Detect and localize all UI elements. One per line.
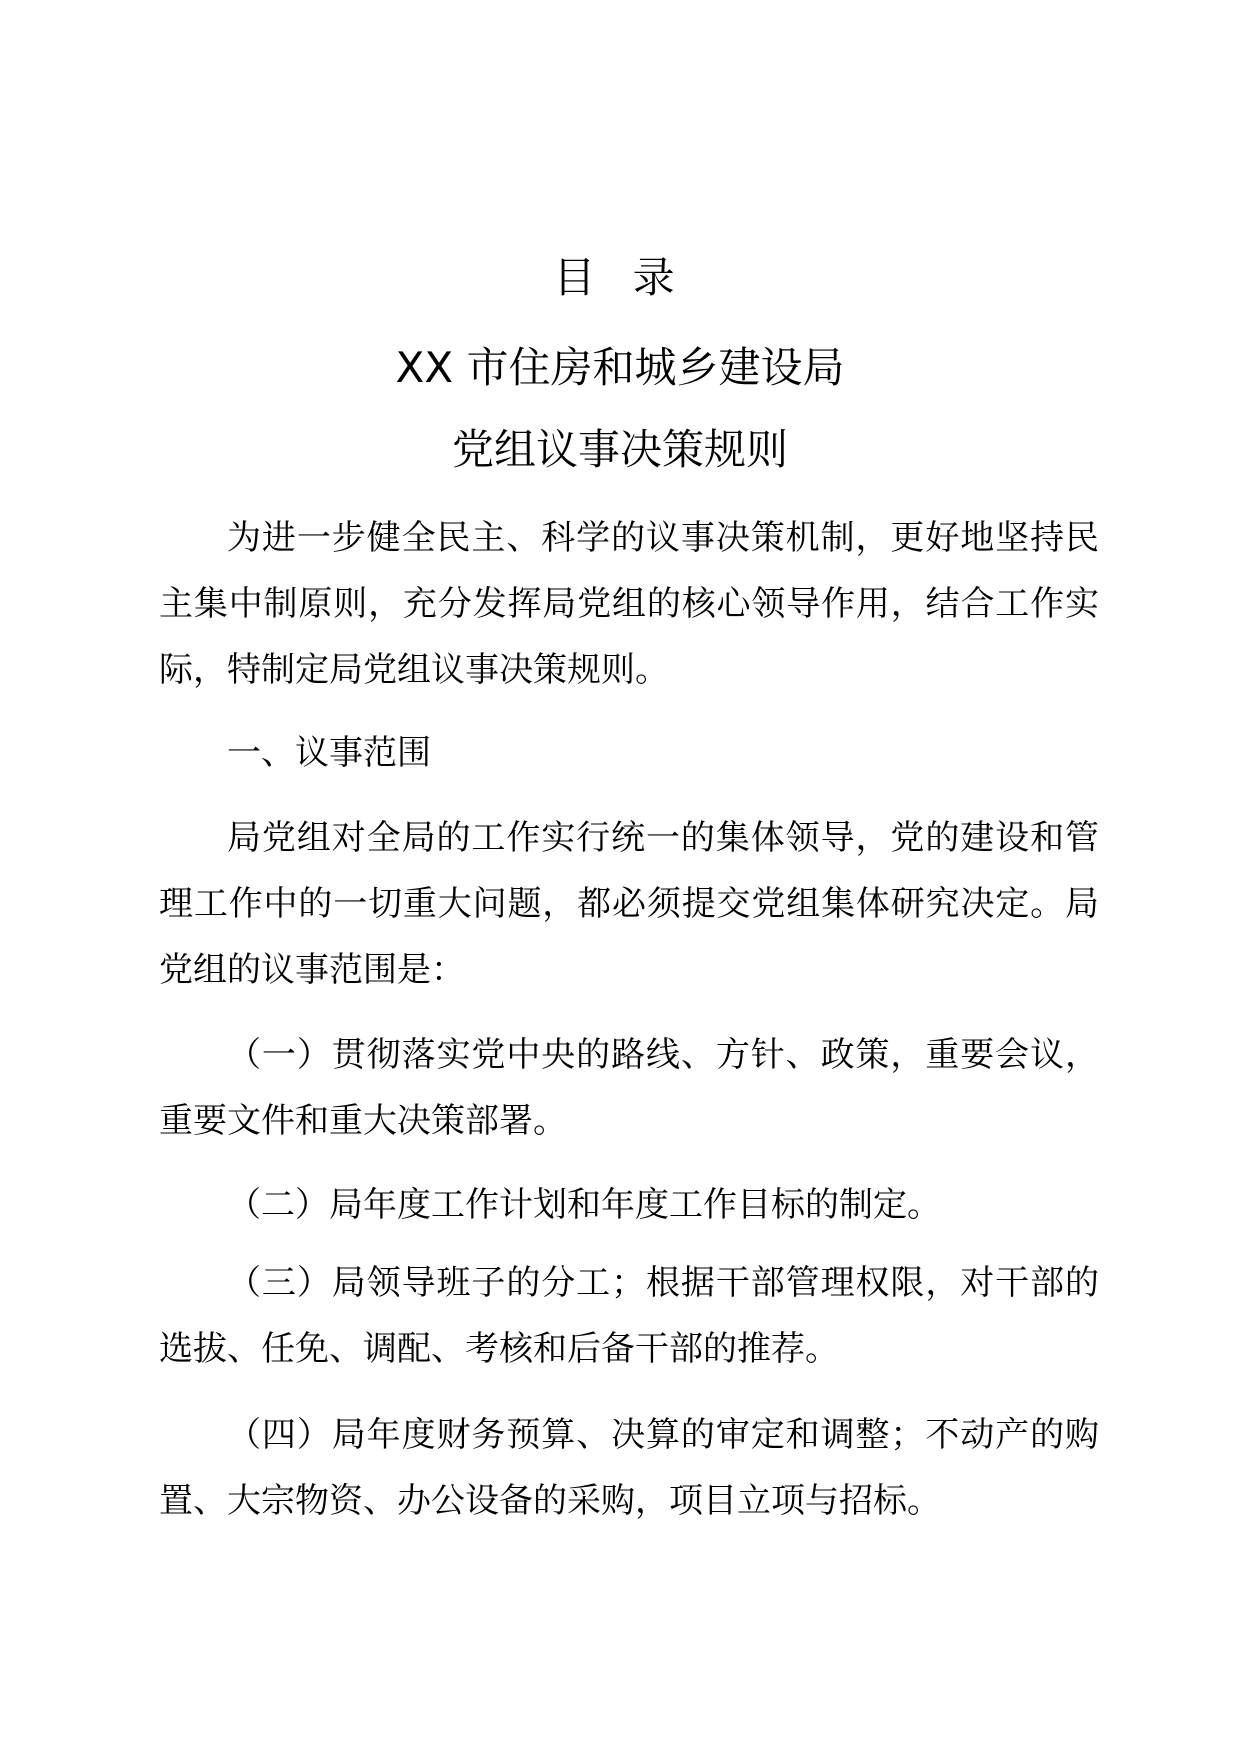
- list-item: （三）局领导班子的分工；根据干部管理权限，对干部的选拔、任免、调配、考核和后备干部的推荐。: [159, 1263, 1099, 1369]
- section-heading: 一、议事范围: [227, 733, 431, 773]
- document-title-rules: 党组议事决策规则: [451, 425, 788, 474]
- toc-title: 目 录: [553, 253, 687, 302]
- intro-paragraph: 为进一步健全民主、科学的议事决策机制，更好地坚持民主集中制原则，充分发挥局党组的核心领导作用，结合工作实际，特制定局党组议事决策规则。: [159, 518, 1099, 690]
- section-body-paragraph: 局党组对全局的工作实行统一的集体领导，党的建设和管理工作中的一切重大问题，都必须提交党组集体研究决定。局党组的议事范围是：: [159, 818, 1099, 990]
- document-title-org: XX 市住房和城乡建设局: [395, 343, 845, 392]
- list-item: （二）局年度工作计划和年度工作目标的制定。: [227, 1185, 941, 1225]
- list-item: （一）贯彻落实党中央的路线、方针、政策，重要会议，重要文件和重大决策部署。: [159, 1035, 1099, 1141]
- list-item: （四）局年度财务预算、决算的审定和调整；不动产的购置、大宗物资、办公设备的采购，项目立项与招标。: [159, 1415, 1099, 1521]
